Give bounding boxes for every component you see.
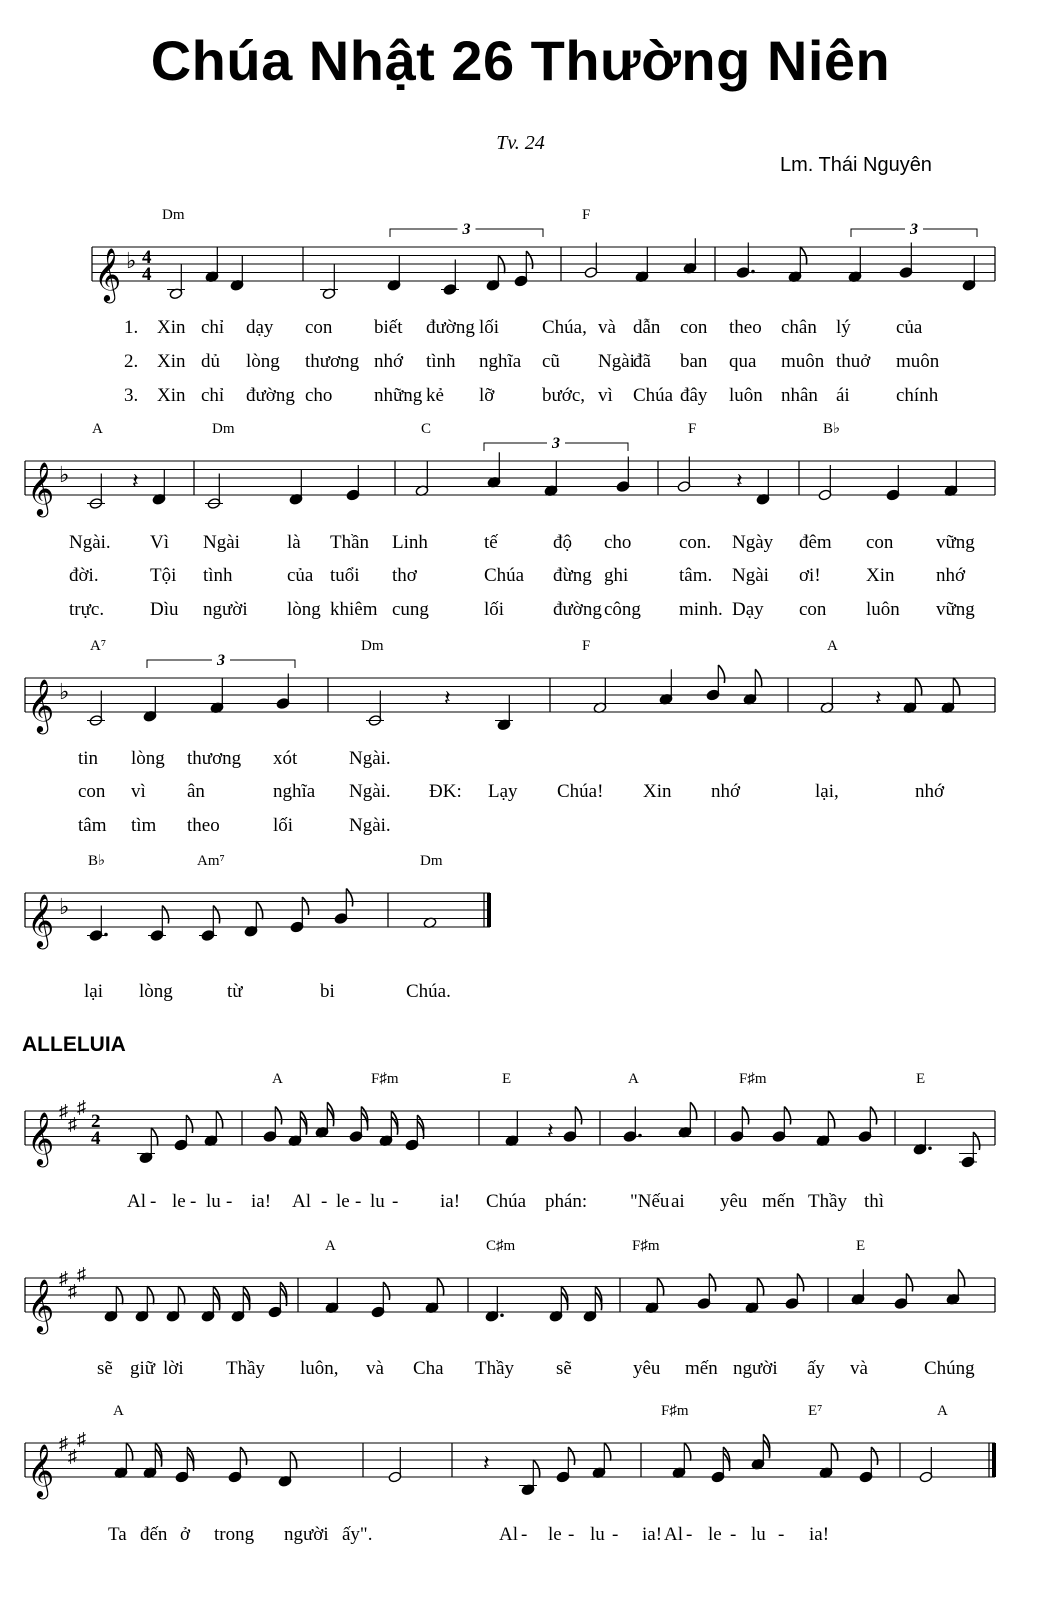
time-signature-bottom: 4 xyxy=(91,1128,101,1149)
note-flag xyxy=(871,1447,877,1465)
lyric-syllable: bi xyxy=(320,981,335,1002)
rest-icon: 𝄽 xyxy=(875,686,882,712)
lyric-syllable: tâm xyxy=(78,815,107,836)
chord-symbol: A xyxy=(92,421,103,437)
lyric-syllable: chỉ xyxy=(201,317,225,338)
key-sharp-icon: ♯ xyxy=(59,1433,68,1453)
lyric-syllable: của xyxy=(287,565,314,586)
chord-symbol: A xyxy=(272,1071,283,1087)
key-sharp-icon: ♯ xyxy=(68,1280,77,1301)
lyric-syllable: những xyxy=(374,385,423,406)
chord-symbol: A xyxy=(628,1071,639,1087)
lyric-syllable: và xyxy=(850,1358,868,1379)
treble-clef-icon: 𝄞 xyxy=(27,1443,55,1497)
lyric-syllable: mến xyxy=(685,1358,718,1379)
song-title: Chúa Nhật 26 Thường Niên xyxy=(150,29,891,92)
staff-system-7 xyxy=(25,1403,996,1545)
lyric-syllable: Ngày xyxy=(732,532,774,553)
lyric-syllable: Chúng xyxy=(924,1358,975,1379)
treble-clef-icon: 𝄞 xyxy=(27,893,55,947)
tuplet-number: 3 xyxy=(910,221,918,238)
lyric-syllable: tình xyxy=(203,565,233,586)
lyric-syllable: Ta xyxy=(108,1524,127,1545)
lyric-syllable: khiêm xyxy=(330,599,378,620)
lyric-syllable: sẽ xyxy=(97,1358,113,1379)
lyric-syllable: yêu xyxy=(633,1358,661,1379)
lyric-syllable: con xyxy=(305,317,333,338)
lyric-syllable: - xyxy=(392,1191,399,1212)
lyric-syllable: vững xyxy=(936,532,975,553)
lyric-syllable: Thần xyxy=(330,532,370,553)
lyric-syllable: - xyxy=(521,1524,528,1545)
lyric-syllable: mến xyxy=(762,1191,795,1212)
lyric-syllable: ĐK: xyxy=(429,781,462,802)
lyric-syllable: chân xyxy=(781,317,817,338)
lyric-syllable: đường xyxy=(426,317,475,338)
time-signature-top: 2 xyxy=(91,1111,101,1132)
lyric-syllable: kẻ xyxy=(426,385,444,406)
key-flat-icon: ♭ xyxy=(59,679,70,704)
lyric-syllable: le xyxy=(172,1191,186,1212)
lyric-syllable: yêu xyxy=(720,1191,748,1212)
lyric-syllable: công xyxy=(604,599,641,620)
staff-system-3 xyxy=(25,638,995,836)
lyric-syllable: lu xyxy=(370,1191,385,1212)
key-flat-icon: ♭ xyxy=(59,462,70,487)
final-barline xyxy=(487,893,491,927)
lyric-syllable: ơi! xyxy=(799,565,821,586)
lyric-syllable: luôn xyxy=(866,599,900,620)
lyric-syllable: và xyxy=(366,1358,384,1379)
chord-symbol: F♯m xyxy=(739,1071,767,1087)
lyric-syllable: dạy xyxy=(246,317,274,338)
lyric-syllable: ia! xyxy=(251,1191,272,1212)
staff-system-1 xyxy=(92,207,995,406)
key-sharp-icon: ♯ xyxy=(68,1113,77,1134)
lyric-syllable: phán: xyxy=(545,1191,588,1212)
lyric-syllable: nhớ xyxy=(915,781,945,802)
lyric-syllable: độ xyxy=(553,532,572,553)
lyric-syllable: con xyxy=(680,317,708,338)
lyric-syllable: nhớ xyxy=(711,781,741,802)
note-flag xyxy=(797,1274,803,1292)
lyric-syllable: Chúa xyxy=(484,565,525,586)
lyric-syllable: ai xyxy=(671,1191,685,1212)
note-flag xyxy=(240,1447,246,1465)
lyric-syllable: "Nếu xyxy=(630,1191,670,1212)
lyric-syllable: đây xyxy=(680,385,708,406)
chord-symbol: F xyxy=(582,207,591,223)
lyric-syllable: lòng xyxy=(131,748,165,769)
lyric-syllable: 1. xyxy=(124,317,139,338)
lyric-syllable: Xin xyxy=(866,565,895,586)
lyric-syllable: Tội xyxy=(150,565,177,586)
lyric-syllable: người xyxy=(733,1358,778,1379)
lyric-syllable: minh. xyxy=(679,599,723,620)
lyric-syllable: Thầy xyxy=(808,1191,848,1212)
chord-symbol: E xyxy=(916,1071,926,1087)
chord-symbol: F♯m xyxy=(632,1238,660,1254)
lyric-syllable: Al xyxy=(499,1524,518,1545)
lyric-syllable: dẫn xyxy=(633,317,661,338)
rest-icon: 𝄽 xyxy=(483,1451,490,1477)
note-flag xyxy=(213,906,219,924)
lyric-syllable: - xyxy=(612,1524,619,1545)
lyric-syllable: ia! xyxy=(642,1524,663,1545)
chord-symbol: C xyxy=(421,421,432,437)
chord-symbol: F xyxy=(582,638,591,654)
lyric-syllable: tình xyxy=(426,351,456,372)
lyric-syllable: sẽ xyxy=(556,1358,572,1379)
lyric-syllable: tâm. xyxy=(679,565,713,586)
lyric-syllable: - xyxy=(150,1191,157,1212)
note-flag xyxy=(275,1107,281,1125)
lyric-syllable: Xin xyxy=(157,317,186,338)
treble-clef-icon: 𝄞 xyxy=(27,1111,55,1165)
dot xyxy=(928,1146,932,1150)
lyric-syllable: muôn xyxy=(896,351,940,372)
key-sharp-icon: ♯ xyxy=(68,1445,77,1466)
chord-symbol: A⁷ xyxy=(90,638,107,654)
lyric-syllable: lối xyxy=(484,599,505,620)
lyric-syllable: Al xyxy=(664,1524,683,1545)
lyric-syllable: đêm xyxy=(799,532,832,553)
lyric-syllable: Ngài xyxy=(732,565,769,586)
lyric-syllable: - xyxy=(778,1524,785,1545)
lyric-syllable: Ngài. xyxy=(349,815,391,836)
lyric-syllable: ái xyxy=(836,385,850,406)
lyric-syllable: lời xyxy=(163,1358,184,1379)
lyric-syllable: và xyxy=(598,317,616,338)
lyric-syllable: 2. xyxy=(124,351,139,372)
staff-system-4 xyxy=(25,853,491,1002)
dot xyxy=(751,270,755,274)
rest-icon: 𝄽 xyxy=(547,1119,554,1145)
key-sharp-icon: ♯ xyxy=(59,1101,68,1121)
lyric-syllable: Xin xyxy=(157,351,186,372)
note-flag xyxy=(302,897,308,915)
lyric-syllable: của xyxy=(896,317,923,338)
lyric-syllable: Chúa, xyxy=(542,317,587,338)
lyric-syllable: đường xyxy=(553,599,602,620)
lyric-syllable: dủ xyxy=(201,351,220,372)
lyric-syllable: lu xyxy=(751,1524,766,1545)
lyric-syllable: - xyxy=(226,1191,233,1212)
lyric-syllable: lu xyxy=(590,1524,605,1545)
chord-symbol: F xyxy=(688,421,697,437)
lyric-syllable: con xyxy=(78,781,106,802)
lyric-syllable: bước, xyxy=(542,385,586,406)
note-flag xyxy=(709,1274,715,1292)
lyric-syllable: vì xyxy=(598,385,613,406)
lyric-syllable: từ xyxy=(227,981,243,1002)
final-barline xyxy=(992,1443,996,1477)
lyric-syllable: cũ xyxy=(542,351,560,372)
lyric-syllable: Ngài. xyxy=(349,781,391,802)
lyric-syllable: cho xyxy=(305,385,333,406)
key-flat-icon: ♭ xyxy=(59,894,70,919)
lyric-syllable: Ngài xyxy=(203,532,240,553)
dot xyxy=(500,1313,504,1317)
lyric-syllable: ban xyxy=(680,351,708,372)
lyric-syllable: qua xyxy=(729,351,757,372)
time-signature-top: 4 xyxy=(142,247,152,268)
lyric-syllable: le xyxy=(548,1524,562,1545)
lyric-syllable: lối xyxy=(273,815,294,836)
lyric-syllable: Chúa xyxy=(633,385,674,406)
tuplet-number: 3 xyxy=(462,221,471,238)
chord-symbol: A xyxy=(113,1403,124,1419)
lyric-syllable: lại, xyxy=(815,781,839,802)
note-flag xyxy=(870,1107,876,1125)
lyric-syllable: vì xyxy=(131,781,146,802)
lyric-syllable: Al xyxy=(127,1191,146,1212)
lyric-syllable: ghi xyxy=(604,565,629,586)
note-flag xyxy=(526,251,532,269)
chord-symbol: Dm xyxy=(162,207,185,223)
dot xyxy=(638,1134,642,1138)
staff-system-6 xyxy=(25,1238,995,1379)
note-flag xyxy=(383,1282,389,1300)
lyric-syllable: 3. xyxy=(124,385,139,406)
treble-clef-icon: 𝄞 xyxy=(27,678,55,732)
lyric-syllable: con xyxy=(799,599,827,620)
lyric-syllable: lỡ xyxy=(479,385,495,406)
lyric-syllable: nghĩa xyxy=(273,781,316,802)
lyric-syllable: là xyxy=(287,532,301,553)
lyric-syllable: Cha xyxy=(413,1358,444,1379)
rest-icon: 𝄽 xyxy=(444,686,451,712)
lyric-syllable: le xyxy=(708,1524,722,1545)
lyric-syllable: - xyxy=(686,1524,693,1545)
treble-clef-icon: 𝄞 xyxy=(27,461,55,515)
treble-clef-icon: 𝄞 xyxy=(94,247,122,301)
lyric-syllable: lòng xyxy=(287,599,321,620)
lyric-syllable: theo xyxy=(729,317,762,338)
staff-system-2 xyxy=(25,421,995,620)
lyric-syllable: lu xyxy=(206,1191,221,1212)
lyric-syllable: - xyxy=(730,1524,737,1545)
key-sharp-icon: ♯ xyxy=(77,1263,86,1284)
lyric-syllable: con. xyxy=(679,532,712,553)
lyric-syllable: Ngài. xyxy=(69,532,111,553)
lyric-syllable: Linh xyxy=(392,532,428,553)
lyric-syllable: lòng xyxy=(246,351,280,372)
note-flag xyxy=(186,1115,192,1133)
key-sharp-icon: ♯ xyxy=(77,1428,86,1449)
chord-symbol: B♭ xyxy=(823,421,841,437)
note-flag xyxy=(162,906,168,924)
lyric-syllable: Thầy xyxy=(226,1358,266,1379)
chord-symbol: A xyxy=(937,1403,948,1419)
lyric-syllable: Thầy xyxy=(475,1358,515,1379)
note-flag xyxy=(973,1132,979,1150)
lyric-syllable: cho xyxy=(604,532,632,553)
lyric-syllable: tuổi xyxy=(330,565,360,586)
rest-icon: 𝄽 xyxy=(132,469,139,495)
lyric-syllable: lại xyxy=(84,981,103,1002)
lyric-syllable: ia! xyxy=(440,1191,461,1212)
rest-icon: 𝄽 xyxy=(736,469,743,495)
lyric-syllable: lòng xyxy=(139,981,173,1002)
lyric-syllable: - xyxy=(190,1191,197,1212)
lyric-syllable: tế xyxy=(484,532,498,553)
lyric-syllable: Xin xyxy=(643,781,672,802)
staff-system-5 xyxy=(25,1071,995,1212)
chord-symbol: Dm xyxy=(420,853,443,869)
chord-symbol: Dm xyxy=(212,421,235,437)
lyric-syllable: Dạy xyxy=(732,599,764,620)
lyric-syllable: Chúa. xyxy=(406,981,451,1002)
time-signature-bottom: 4 xyxy=(142,264,152,285)
lyric-syllable: theo xyxy=(187,815,220,836)
lyric-syllable: Al xyxy=(292,1191,311,1212)
lyric-syllable: con xyxy=(866,532,894,553)
lyric-syllable: nhân xyxy=(781,385,818,406)
lyric-syllable: trực. xyxy=(69,599,105,620)
composer: Lm. Thái Nguyên xyxy=(780,154,932,176)
lyric-syllable: thơ xyxy=(392,565,417,586)
lyric-syllable: le xyxy=(336,1191,350,1212)
note-flag xyxy=(568,1447,574,1465)
lyric-syllable: ia! xyxy=(809,1524,830,1545)
lyric-syllable: cung xyxy=(392,599,429,620)
lyric-syllable: đời. xyxy=(69,565,99,586)
chord-symbol: A xyxy=(325,1238,336,1254)
chord-symbol: C♯m xyxy=(486,1238,516,1254)
treble-clef-icon: 𝄞 xyxy=(27,1278,55,1332)
note-flag xyxy=(346,889,352,907)
key-flat-icon: ♭ xyxy=(126,248,137,273)
note-flag xyxy=(718,665,724,683)
lyric-syllable: xót xyxy=(273,748,298,769)
note-flag xyxy=(575,1107,581,1125)
note-flag xyxy=(742,1107,748,1125)
lyric-syllable: lối xyxy=(479,317,500,338)
lyric-syllable: vững xyxy=(936,599,975,620)
lyric-syllable: - xyxy=(355,1191,362,1212)
chord-symbol: Am⁷ xyxy=(197,853,225,869)
lyric-syllable: đừng xyxy=(553,565,592,586)
lyric-syllable: luôn, xyxy=(300,1358,339,1379)
lyric-syllable: ở xyxy=(180,1524,191,1545)
lyric-syllable: - xyxy=(568,1524,575,1545)
alleluia-heading: ALLELUIA xyxy=(22,1033,126,1056)
lyric-syllable: trong xyxy=(214,1524,255,1545)
key-sharp-icon: ♯ xyxy=(77,1096,86,1117)
lyric-syllable: Chúa! xyxy=(557,781,604,802)
chord-symbol: E xyxy=(502,1071,512,1087)
lyric-syllable: nhớ xyxy=(374,351,404,372)
lyric-syllable: thuở xyxy=(836,351,871,372)
lyric-syllable: Lạy xyxy=(488,781,518,802)
chord-symbol: E xyxy=(856,1238,866,1254)
lyric-syllable: luôn xyxy=(729,385,763,406)
psalm-reference: Tv. 24 xyxy=(496,132,545,154)
lyric-syllable: thì xyxy=(864,1191,885,1212)
note-flag xyxy=(784,1107,790,1125)
lyric-syllable: chính xyxy=(896,385,939,406)
lyric-syllable: Ngài xyxy=(598,351,635,372)
lyric-syllable: ân xyxy=(187,781,205,802)
lyric-syllable: Vì xyxy=(150,532,169,553)
lyric-syllable: nhớ xyxy=(936,565,966,586)
chord-symbol: Dm xyxy=(361,638,384,654)
lyric-syllable: Ngài. xyxy=(349,748,391,769)
note-flag xyxy=(906,1274,912,1292)
lyric-syllable: đến xyxy=(140,1524,168,1545)
lyric-syllable: biết xyxy=(374,317,403,338)
lyric-syllable: Xin xyxy=(157,385,186,406)
lyric-syllable: Chúa xyxy=(486,1191,527,1212)
tuplet-number: 3 xyxy=(552,435,560,452)
lyric-syllable: ấy". xyxy=(342,1524,373,1545)
chord-symbol: F♯m xyxy=(371,1071,399,1087)
lyric-syllable: nghĩa xyxy=(479,351,522,372)
lyric-syllable: tìm xyxy=(131,815,157,836)
chord-symbol: F♯m xyxy=(661,1403,689,1419)
tuplet-number: 3 xyxy=(217,652,225,669)
dot xyxy=(104,933,108,937)
lyric-syllable: Dìu xyxy=(150,599,179,620)
lyric-syllable: lý xyxy=(836,317,851,338)
lyric-syllable: đã xyxy=(633,351,651,372)
chord-symbol: A xyxy=(827,638,838,654)
lyric-syllable: thương xyxy=(187,748,242,769)
lyric-syllable: tin xyxy=(78,748,99,769)
chord-symbol: E⁷ xyxy=(808,1403,823,1419)
lyric-syllable: muôn xyxy=(781,351,825,372)
lyric-syllable: đường xyxy=(246,385,295,406)
lyric-syllable: người xyxy=(203,599,248,620)
lyric-syllable: chỉ xyxy=(201,385,225,406)
lyric-syllable: giữ xyxy=(130,1358,156,1379)
key-sharp-icon: ♯ xyxy=(59,1268,68,1288)
lyric-syllable: ấy xyxy=(807,1358,825,1379)
lyric-syllable: thương xyxy=(305,351,360,372)
lyric-syllable: - xyxy=(321,1191,328,1212)
chord-symbol: B♭ xyxy=(88,853,106,869)
lyric-syllable: người xyxy=(284,1524,329,1545)
